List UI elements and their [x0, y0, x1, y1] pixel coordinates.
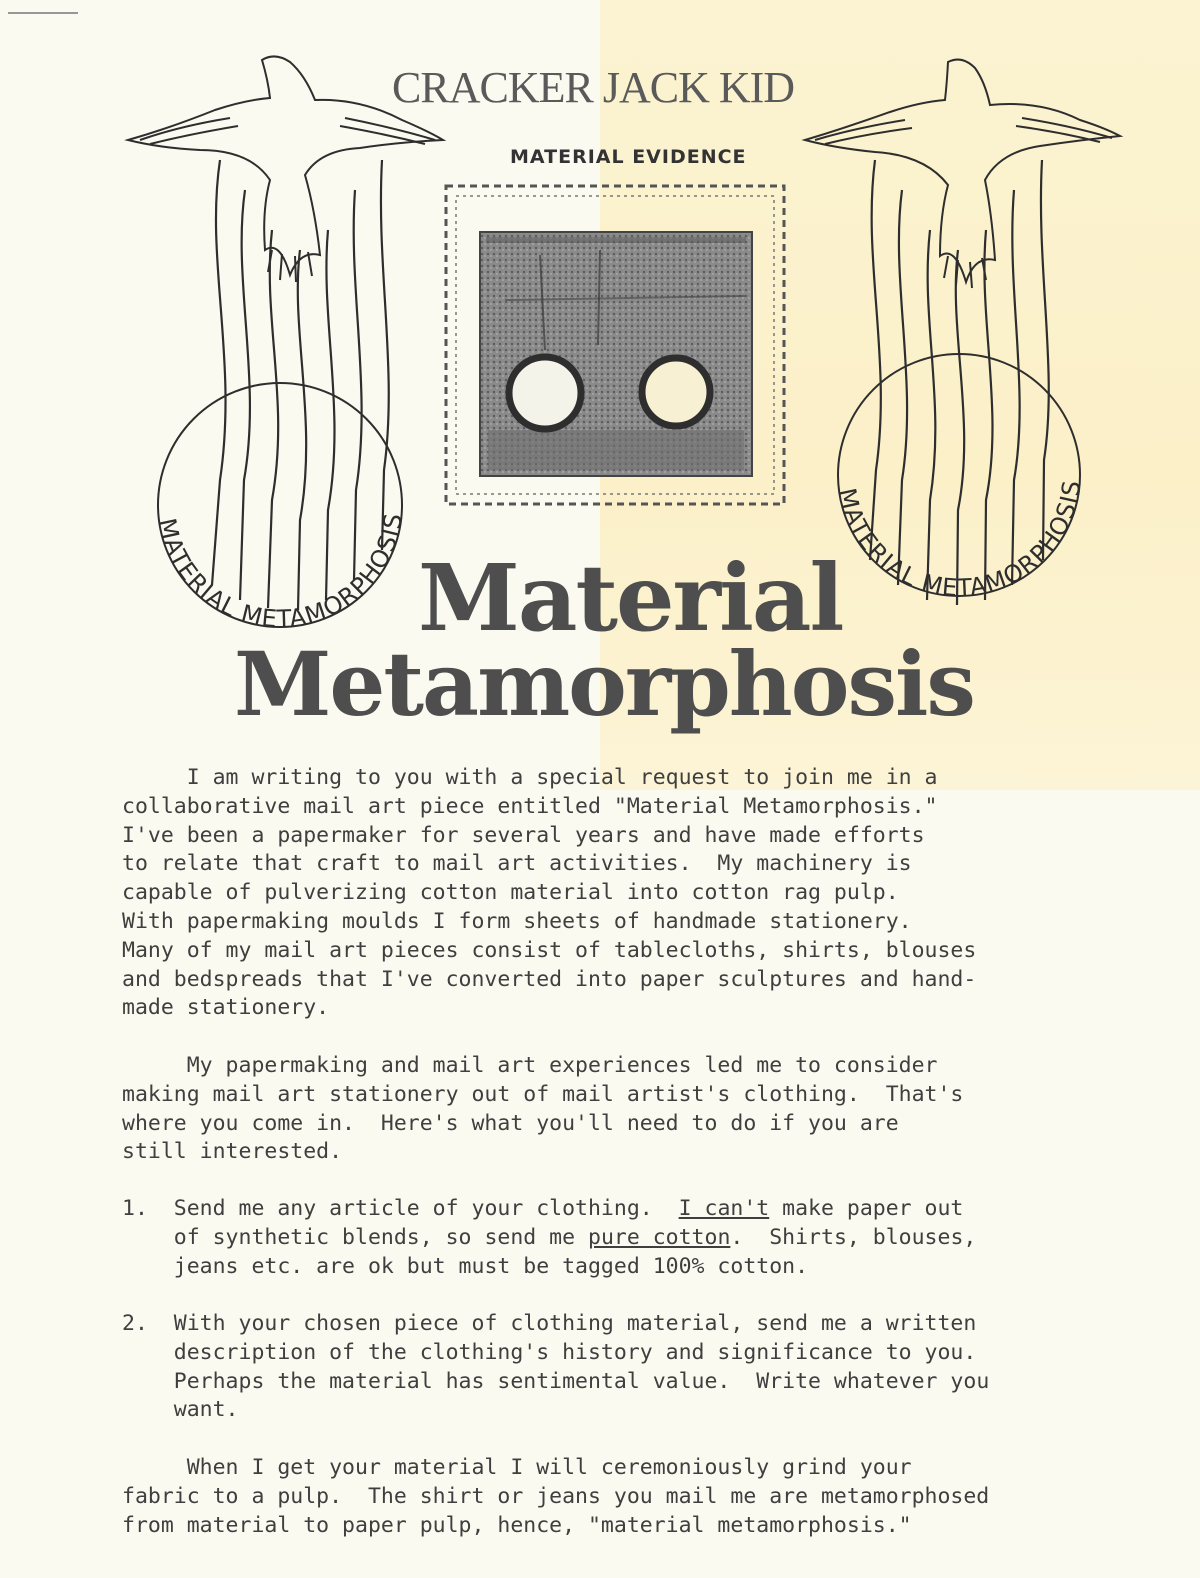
item-2-line: Perhaps the material has sentimental value. Write whatever you — [173, 1368, 990, 1394]
list-item-1 — [122, 1195, 1132, 1281]
item-2-line: With your chosen piece of clothing material, send me a written — [173, 1311, 977, 1336]
paragraph-2 — [122, 1052, 1132, 1167]
item-1-line-1-end: make paper out — [769, 1196, 964, 1221]
item-1-line-2: of synthetic blends, so send me — [173, 1224, 588, 1250]
item-1-emphasis: I can't — [678, 1196, 770, 1221]
item-2-line: want. — [173, 1397, 239, 1423]
dove-right-icon — [805, 60, 1120, 288]
p1-line: capable of pulverizing cotton material into cotton rag pulp. — [122, 880, 899, 906]
p1-line: I am writing to you with a special request to join me in a — [122, 765, 938, 790]
p1-line: Many of my mail art pieces consist of tablecloths, shirts, blouses — [122, 937, 977, 963]
item-1-number: 1. — [122, 1196, 148, 1221]
p2-line: My papermaking and mail art experiences led me to consider — [122, 1053, 938, 1078]
item-2-number: 2. — [122, 1311, 148, 1336]
p2-line: still interested. — [122, 1139, 343, 1165]
p2-line: making mail art stationery out of mail artist's clothing. That's — [122, 1081, 964, 1107]
stamp-caption: MATERIAL EVIDENCE — [510, 146, 747, 168]
p1-line: and bedspreads that I've converted into paper sculptures and hand- — [122, 966, 977, 992]
item-2-line: description of the clothing's history and significance to you. — [173, 1339, 977, 1365]
p3-line: from material to paper pulp, hence, "material metamorphosis." — [122, 1512, 912, 1538]
p2-line: where you come in. Here's what you'll need to do if you are — [122, 1110, 899, 1136]
p1-line: collaborative mail art piece entitled "Material Metamorphosis." — [122, 793, 938, 819]
item-1-pure-cotton: pure cotton — [588, 1224, 731, 1250]
p3-line: fabric to a pulp. The shirt or jeans you mail me are metamorphosed — [122, 1483, 990, 1509]
postmark-ring-right: MATERIAL METAMORPHOSIS — [832, 478, 1087, 603]
dove-left-icon — [128, 56, 443, 282]
p1-line: to relate that craft to mail art activities. My machinery is — [122, 851, 912, 877]
paragraph-1 — [122, 764, 1132, 1023]
item-1-line-3: jeans etc. are ok but must be tagged 100% cotton. — [173, 1253, 809, 1279]
p1-line: I've been a papermaker for several years and have made efforts — [122, 822, 925, 848]
item-1-line-1: Send me any article of your clothing. — [173, 1196, 679, 1221]
list-item-2 — [122, 1310, 1132, 1425]
title-line-2: Metamorphosis — [234, 632, 974, 736]
title-line-1: Material — [418, 544, 843, 652]
paragraph-3 — [122, 1454, 1132, 1540]
brand-title: CRACKER JACK KID — [392, 63, 795, 112]
postmark-ring-left: MATERIAL METAMORPHOSIS — [152, 510, 408, 634]
material-evidence-stamp — [446, 186, 784, 504]
p1-line: made stationery. — [122, 995, 330, 1021]
p3-line: When I get your material I will ceremoniously grind your — [122, 1455, 912, 1480]
item-1-line-2-end: . Shirts, blouses, — [730, 1224, 977, 1250]
page-title — [210, 544, 990, 736]
p1-line: With papermaking moulds I form sheets of handmade stationery. — [122, 908, 912, 934]
